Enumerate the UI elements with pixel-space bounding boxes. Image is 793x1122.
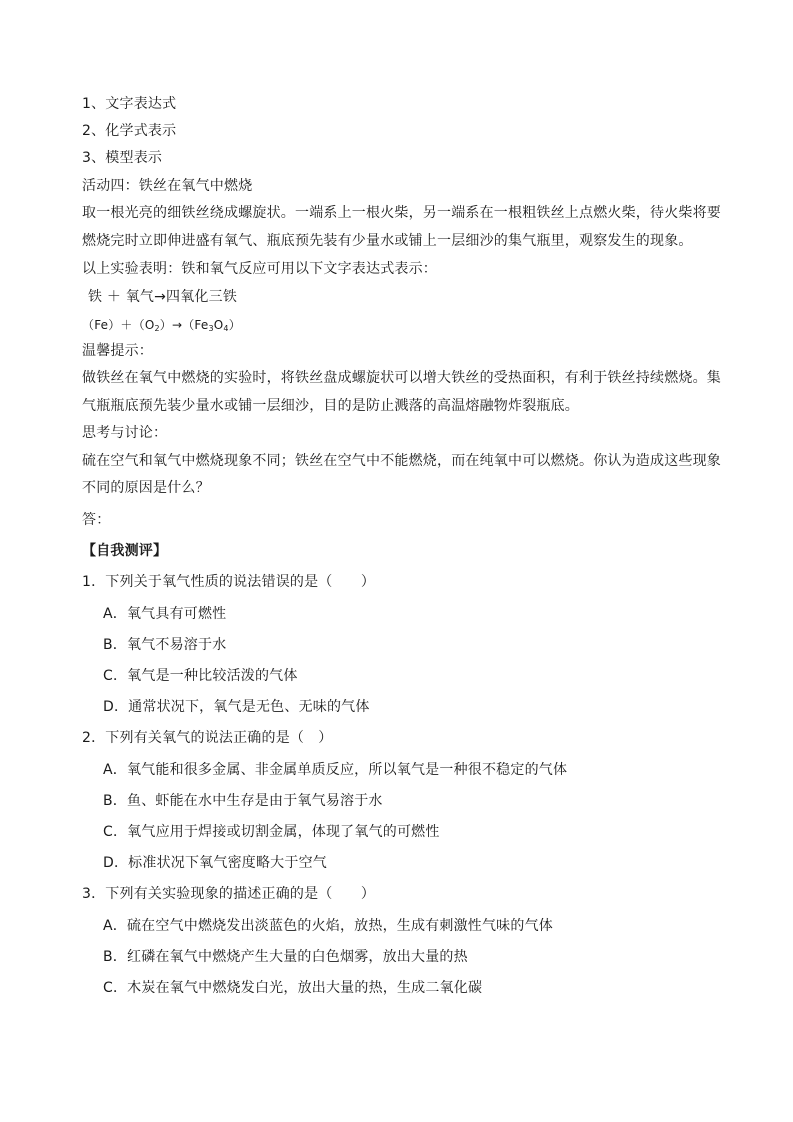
formula-part: O [213,318,224,332]
formula-equation [82,315,241,339]
question-option: C．氧气是一种比较活泼的气体 [103,668,298,684]
activity-desc-line-1: 取一根光亮的细铁丝绕成螺旋状。一端系上一根火柴，另一端系在一根粗铁丝上点燃火柴，待火柴将要 [82,205,721,221]
activity-desc-line-2: 燃烧完时立即伸进盛有氧气、瓶底预先装有少量水或铺上一层细沙的集气瓶里，观察发生的现象。 [82,233,693,249]
formula-subscript: 2 [154,324,160,333]
formula-part: ）→（Fe [159,318,209,332]
question-stem: 2．下列有关氧气的说法正确的是（ ） [82,730,333,746]
discuss-title: 思考与讨论： [82,425,168,441]
word-equation: 铁 ＋ 氧气→四氧化三铁 [88,289,238,305]
question-option: A．硫在空气中燃烧发出淡蓝色的火焰，放热，生成有刺激性气味的气体 [103,918,553,934]
activity-title: 活动四：铁丝在氧气中燃烧 [82,178,253,194]
question-stem: 1．下列关于氧气性质的说法错误的是（ ） [82,574,376,590]
question-option: D．通常状况下，氧气是无色、无味的气体 [103,699,370,715]
tip-title: 温馨提示： [82,343,153,359]
question-option: B．红磷在氧气中燃烧产生大量的白色烟雾，放出大量的热 [103,949,468,965]
tip-line-1: 做铁丝在氧气中燃烧的实验时，将铁丝盘成螺旋状可以增大铁丝的受热面积，有利于铁丝持续燃烧。集 [82,370,721,386]
discuss-line-2: 不同的原因是什么？ [82,480,210,496]
self-test-heading: 【自我测评】 [82,543,168,559]
formula-subscript: 4 [223,324,229,333]
question-option: B．氧气不易溶于水 [103,637,227,653]
question-stem: 3．下列有关实验现象的描述正确的是（ ） [82,886,376,902]
discuss-line-1: 硫在空气和氧气中燃烧现象不同；铁丝在空气中不能燃烧，而在纯氧中可以燃烧。你认为造成这些现象 [82,453,721,469]
question-option: A．氧气能和很多金属、非金属单质反应，所以氧气是一种很不稳定的气体 [103,762,568,778]
formula-subscript: 3 [208,324,214,333]
answer-label: 答： [82,512,111,528]
formula-part: （Fe）＋（O [82,318,155,332]
question-option: D．标准状况下氧气密度略大于空气 [103,855,327,871]
formula-part: ） [228,318,241,332]
intro-line-2: 2、化学式表示 [82,123,177,139]
activity-result: 以上实验表明：铁和氧气反应可用以下文字表达式表示： [82,261,437,277]
question-option: A．氧气具有可燃性 [103,606,227,622]
intro-line-3: 3、模型表示 [82,150,163,166]
intro-line-1: 1、文字表达式 [82,96,177,112]
tip-line-2: 气瓶瓶底预先装少量水或铺一层细沙，目的是防止溅落的高温熔融物炸裂瓶底。 [82,398,579,414]
question-option: C．氧气应用于焊接或切割金属，体现了氧气的可燃性 [103,824,440,840]
question-option: C．木炭在氧气中燃烧发白光，放出大量的热，生成二氧化碳 [103,980,483,996]
question-option: B．鱼、虾能在水中生存是由于氧气易溶于水 [103,793,383,809]
